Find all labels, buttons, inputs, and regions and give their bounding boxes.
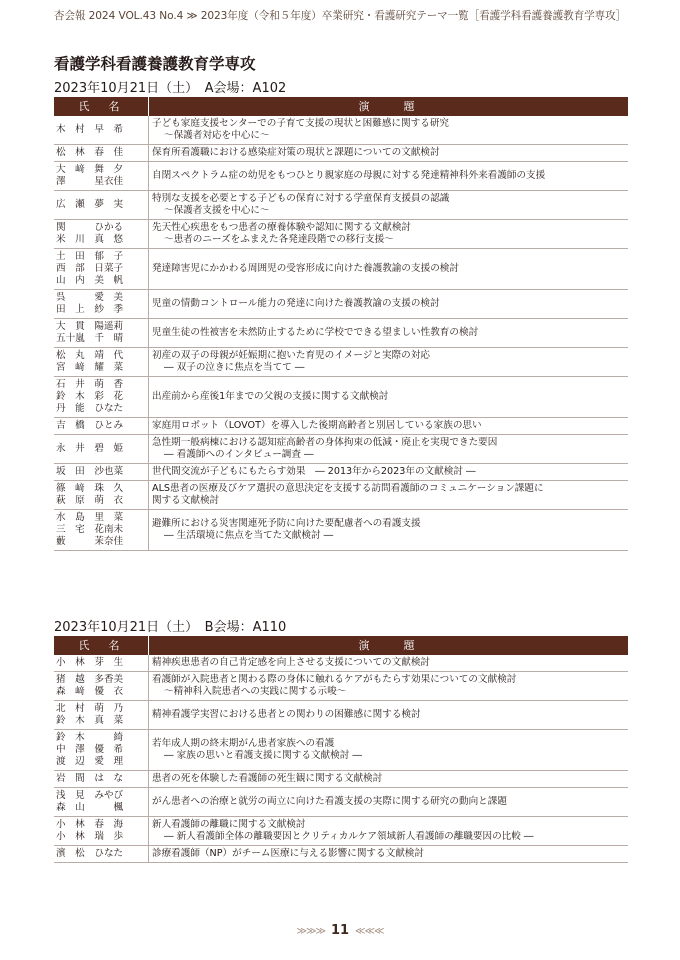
topic-subtitle: ― 家族の思いと看護支援に関する文献検討 ― bbox=[164, 750, 362, 761]
topic-title: 精神看護学実習における患者との関わりの困難感に関する検討 bbox=[152, 709, 421, 720]
table-row bbox=[54, 319, 628, 348]
presenter-names-cell bbox=[54, 655, 149, 672]
presenter-names-cell bbox=[54, 418, 149, 435]
table-row bbox=[54, 377, 628, 418]
topic-column-header: 演 題 bbox=[149, 636, 629, 655]
topic-title: 出産前から産後1年までの父親の支援に関する文献検討 bbox=[152, 391, 389, 402]
topic-title: 自閉スペクトラム症の幼児をもつひとり親家庭の母親に対する発達精神科外来看護師の支援 bbox=[152, 170, 546, 181]
table-row bbox=[54, 846, 628, 863]
topic-title: 精神疾患患者の自己肯定感を向上させる支援についての文献検討 bbox=[152, 657, 431, 668]
presenter-name: 鈴 木 真 菜 bbox=[56, 715, 124, 726]
presenter-name: 木 村 早 希 bbox=[56, 124, 124, 135]
names-column-header: 氏 名 bbox=[54, 636, 149, 655]
presenter-name: 猪 越 多香美 bbox=[56, 674, 124, 685]
topic-cell bbox=[149, 846, 629, 863]
topic-title: 看護師が入院患者と関わる際の身体に触れるケアがもたらす効果についての文献検討 bbox=[152, 674, 517, 685]
presenter-name: 鈴 木 彩 花 bbox=[56, 391, 124, 402]
table-header-row bbox=[54, 636, 628, 655]
table-row bbox=[54, 771, 628, 788]
topic-title: 初産の双子の母親が妊娠期に抱いた育児のイメージと実際の対応 bbox=[152, 350, 430, 361]
topic-column-header: 演 題 bbox=[149, 97, 629, 116]
topic-cell bbox=[149, 655, 629, 672]
table-row bbox=[54, 249, 628, 290]
presenter-names-cell bbox=[54, 377, 149, 418]
topic-title: ALS患者の医療及びケア選択の意思決定を支援する訪問看護師のコミュニケーション課題に bbox=[152, 483, 544, 494]
presenter-name: 森 山 楓 bbox=[56, 802, 124, 813]
running-header: 杏会報 2024 VOL.43 No.4 ≫ 2023年度（令和５年度）卒業研究・看護研究テーマ一覧［看護学科看護養護教育学専攻］ bbox=[53, 10, 627, 22]
topic-title: 新人看護師の離職に関する文献検討 bbox=[152, 819, 306, 830]
topic-cell bbox=[149, 162, 629, 191]
presenter-name: 関 ひかる bbox=[56, 222, 124, 233]
topic-cell bbox=[149, 319, 629, 348]
presenter-name: 澤 星衣佳 bbox=[56, 176, 124, 187]
presenter-name: 広 瀬 夢 実 bbox=[56, 199, 124, 210]
table-row bbox=[54, 435, 628, 464]
table-row bbox=[54, 510, 628, 551]
table-row bbox=[54, 817, 628, 846]
table-row bbox=[54, 730, 628, 771]
topic-cell bbox=[149, 730, 629, 771]
presenter-name: 篠 﨑 珠 久 bbox=[56, 483, 124, 494]
topic-title: 診療看護師（NP）がチーム医療に与える影響に関する文献検討 bbox=[152, 848, 424, 859]
presenter-names-cell bbox=[54, 771, 149, 788]
topic-title: 避難所における災害関連死予防に向けた要配慮者への看護支援 bbox=[152, 518, 421, 529]
presenter-names-cell bbox=[54, 319, 149, 348]
left-ornament-icon: ≫≫≫ bbox=[296, 926, 325, 937]
table-row bbox=[54, 655, 628, 672]
presenter-names-cell bbox=[54, 348, 149, 377]
topic-title: 先天性心疾患をもつ患者の療養体験や認知に関する文献検討 bbox=[152, 222, 412, 233]
presenter-name: 小 林 芽 生 bbox=[56, 657, 124, 668]
topic-subtitle: ― 生活環境に焦点を当てた文献検討 ― bbox=[164, 530, 334, 541]
topic-title: 特別な支援を必要とする子どもの保育に対する学童保育支援員の認識 bbox=[152, 193, 450, 204]
topic-cell bbox=[149, 510, 629, 551]
topic-cell bbox=[149, 191, 629, 220]
topic-title: 保育所看護職における感染症対策の現状と課題についての文献検討 bbox=[152, 147, 440, 158]
topic-subtitle: ― 双子の泣きに焦点を当てて ― bbox=[164, 362, 305, 373]
presenter-name: 小 林 瑞 歩 bbox=[56, 831, 124, 842]
presenter-names-cell bbox=[54, 817, 149, 846]
table-row bbox=[54, 348, 628, 377]
presenter-name: 小 林 春 海 bbox=[56, 819, 124, 830]
topic-cell bbox=[149, 817, 629, 846]
topic-cell bbox=[149, 290, 629, 319]
topic-title: 急性期一般病棟における認知症高齢者の身体拘束の低減・廃止を実現できた要因 bbox=[152, 437, 498, 448]
presenter-name: 大 﨑 舞 夕 bbox=[56, 164, 124, 175]
topic-title: 児童生徒の性被害を未然防止するために学校でできる望ましい性教育の検討 bbox=[152, 327, 479, 338]
presenter-name: 土 田 郁 子 bbox=[56, 251, 124, 262]
topic-cell bbox=[149, 788, 629, 817]
page-footer bbox=[0, 923, 680, 938]
session-a-table bbox=[54, 97, 628, 551]
department-title: 看護学科看護養護教育学専攻 bbox=[54, 55, 256, 73]
topic-cell bbox=[149, 435, 629, 464]
presenter-name: 森 﨑 優 衣 bbox=[56, 686, 124, 697]
presenter-name: 宮 﨑 耀 菜 bbox=[56, 362, 124, 373]
presenter-names-cell bbox=[54, 464, 149, 481]
presenter-name: 水 島 里 菜 bbox=[56, 512, 124, 523]
topic-cell bbox=[149, 348, 629, 377]
presenter-name: 坂 田 沙也菜 bbox=[56, 466, 124, 477]
table-row bbox=[54, 788, 628, 817]
topic-cell bbox=[149, 377, 629, 418]
presenter-names-cell bbox=[54, 145, 149, 162]
topic-cell bbox=[149, 220, 629, 249]
presenter-name: 大 貫 陽遥莉 bbox=[56, 321, 124, 332]
page-number: 11 bbox=[330, 923, 350, 938]
presenter-name: 岩 間 は な bbox=[56, 773, 124, 784]
table-row bbox=[54, 464, 628, 481]
presenter-name: 渡 辺 愛 理 bbox=[56, 756, 124, 767]
presenter-name: 三 宅 花南未 bbox=[56, 524, 124, 535]
presenter-names-cell bbox=[54, 116, 149, 145]
presenter-names-cell bbox=[54, 220, 149, 249]
topic-title: 発達障害児にかかわる周囲児の受容形成に向けた養護教諭の支援の検討 bbox=[152, 263, 459, 274]
table-row bbox=[54, 191, 628, 220]
session-b-table bbox=[54, 636, 628, 863]
topic-cell bbox=[149, 771, 629, 788]
topic-subtitle: 関する文献検討 bbox=[152, 495, 220, 506]
table-row bbox=[54, 116, 628, 145]
topic-title: 若年成人期の終末期がん患者家族への看護 bbox=[152, 738, 335, 749]
presenter-name: 米 川 真 悠 bbox=[56, 234, 124, 245]
names-column-header: 氏 名 bbox=[54, 97, 149, 116]
topic-cell bbox=[149, 481, 629, 510]
table-row bbox=[54, 290, 628, 319]
presenter-name: 北 村 萌 乃 bbox=[56, 703, 124, 714]
table-row bbox=[54, 672, 628, 701]
presenter-names-cell bbox=[54, 510, 149, 551]
presenter-name: 中 澤 優 希 bbox=[56, 744, 124, 755]
presenter-name: 丹 能 ひなた bbox=[56, 403, 124, 414]
topic-title: 患者の死を体験した看護師の死生観に関する文献検討 bbox=[152, 773, 383, 784]
presenter-name: 五十嵐 千 晴 bbox=[56, 333, 124, 344]
presenter-name: 鈴 木 綺 bbox=[56, 732, 124, 743]
topic-title: 子ども家庭支援センターでの子育て支援の現状と困難感に関する研究 bbox=[152, 118, 450, 129]
presenter-names-cell bbox=[54, 249, 149, 290]
topic-cell bbox=[149, 418, 629, 435]
presenter-names-cell bbox=[54, 435, 149, 464]
presenter-name: 石 井 萌 香 bbox=[56, 379, 124, 390]
table-row bbox=[54, 481, 628, 510]
topic-cell bbox=[149, 464, 629, 481]
presenter-name: 松 林 春 佳 bbox=[56, 147, 124, 158]
presenter-name: 濱 松 ひなた bbox=[56, 848, 124, 859]
topic-subtitle: ～保護者支援を中心に～ bbox=[164, 205, 270, 216]
presenter-names-cell bbox=[54, 481, 149, 510]
topic-cell bbox=[149, 672, 629, 701]
presenter-names-cell bbox=[54, 191, 149, 220]
table-row bbox=[54, 162, 628, 191]
topic-title: 家庭用ロボット（LOVOT）を導入した後期高齢者と別居している家族の思い bbox=[152, 420, 482, 431]
right-ornament-icon: ≪≪≪ bbox=[355, 926, 384, 937]
presenter-names-cell bbox=[54, 290, 149, 319]
topic-title: 世代間交流が子どもにもたらす効果 ― 2013年から2023年の文献検討 ― bbox=[152, 466, 476, 477]
table-row bbox=[54, 701, 628, 730]
presenter-names-cell bbox=[54, 701, 149, 730]
topic-title: 児童の情動コントロール能力の発達に向けた養護教諭の支援の検討 bbox=[152, 298, 440, 309]
table-row bbox=[54, 220, 628, 249]
presenter-name: 藪 茉奈佳 bbox=[56, 536, 124, 547]
presenter-names-cell bbox=[54, 672, 149, 701]
presenter-names-cell bbox=[54, 788, 149, 817]
presenter-name: 山 内 美 帆 bbox=[56, 275, 124, 286]
topic-cell bbox=[149, 701, 629, 730]
topic-cell bbox=[149, 249, 629, 290]
session-a-title: 2023年10月21日（土） A会場：A102 bbox=[54, 81, 287, 96]
presenter-name: 吉 橋 ひとみ bbox=[56, 420, 124, 431]
presenter-names-cell bbox=[54, 730, 149, 771]
table-header-row bbox=[54, 97, 628, 116]
topic-subtitle: ～保護者対応を中心に～ bbox=[164, 130, 270, 141]
presenter-name: 浅 見 みやび bbox=[56, 790, 124, 801]
presenter-name: 萩 原 萌 衣 bbox=[56, 495, 124, 506]
session-b-title: 2023年10月21日（土） B会場：A110 bbox=[54, 620, 287, 635]
topic-subtitle: ― 看護師へのインタビュー調査 ― bbox=[164, 449, 314, 460]
presenter-names-cell bbox=[54, 846, 149, 863]
table-row bbox=[54, 418, 628, 435]
topic-title: がん患者への治療と就労の両立に向けた看護支援の実際に関する研究の動向と課題 bbox=[152, 796, 507, 807]
presenter-name: 呉 愛 美 bbox=[56, 292, 124, 303]
table-row bbox=[54, 145, 628, 162]
presenter-name: 田 上 紗 季 bbox=[56, 304, 124, 315]
topic-subtitle: ～患者のニーズをふまえた各発達段階での移行支援～ bbox=[164, 234, 394, 245]
presenter-name: 西 部 日菜子 bbox=[56, 263, 124, 274]
presenter-name: 永 井 碧 姫 bbox=[56, 443, 124, 454]
topic-cell bbox=[149, 116, 629, 145]
topic-subtitle: ～精神科入院患者への実践に関する示唆～ bbox=[164, 686, 347, 697]
topic-subtitle: ― 新人看護師全体の離職要因とクリティカルケア領域新人看護師の離職要因の比較 ― bbox=[164, 831, 534, 842]
presenter-names-cell bbox=[54, 162, 149, 191]
topic-cell bbox=[149, 145, 629, 162]
presenter-name: 松 丸 靖 代 bbox=[56, 350, 124, 361]
